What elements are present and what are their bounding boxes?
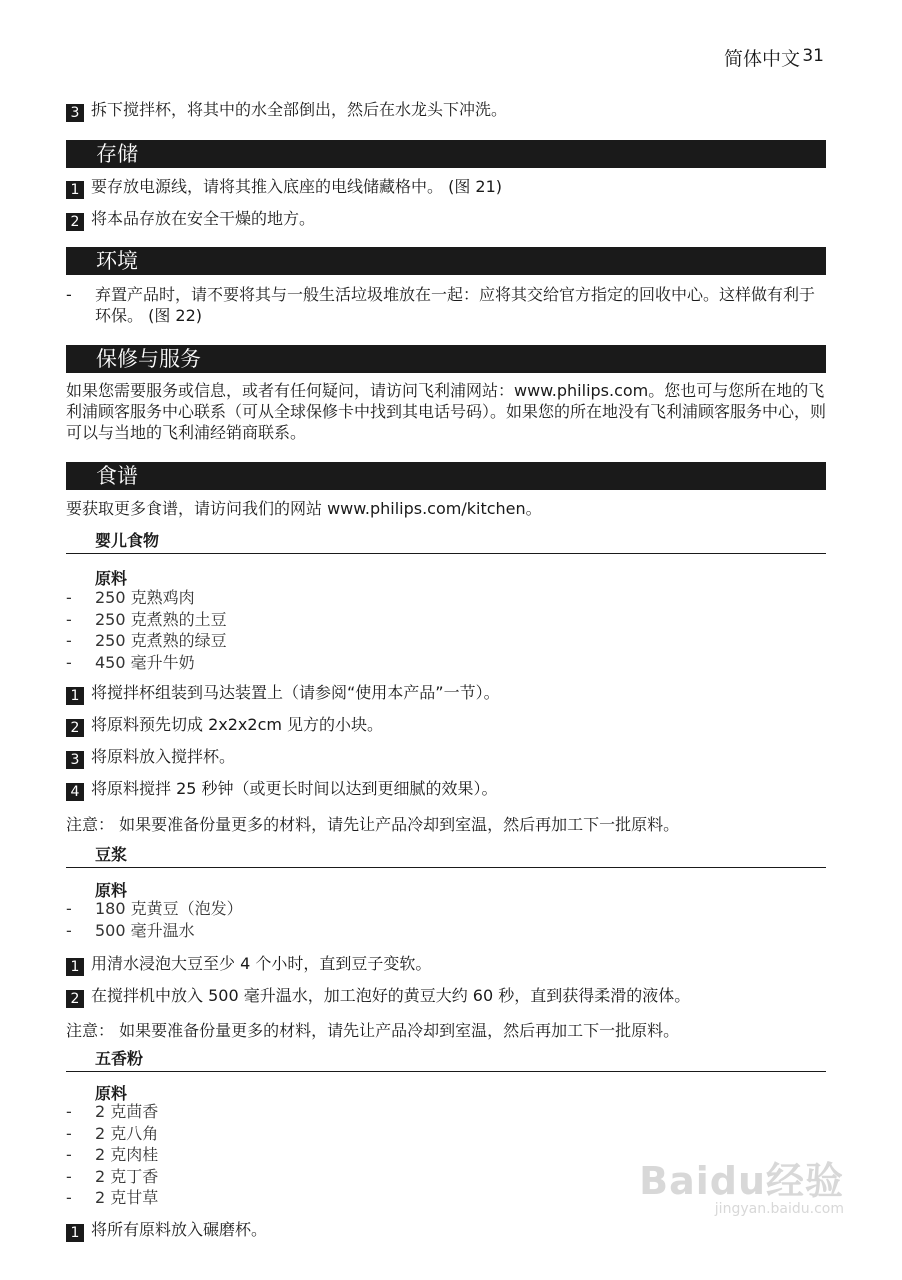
step-text: 在搅拌机中放入 500 毫升温水，加工泡好的黄豆大约 60 秒，直到获得柔滑的液体。 <box>91 986 691 1005</box>
step-text: 拆下搅拌杯，将其中的水全部倒出，然后在水龙头下冲洗。 <box>91 100 508 119</box>
baby-step-4 <box>66 778 498 801</box>
soy-step-2 <box>66 985 690 1008</box>
soy-note: 注意： 如果要准备份量更多的材料，请先让产品冷却到室温，然后再加工下一批原料。 <box>66 1021 680 1040</box>
soy-ingredients-title: 原料 <box>95 881 128 900</box>
step-number: 1 <box>66 958 84 976</box>
step-text: 用清水浸泡大豆至少 4 个小时，直到豆子变软。 <box>91 954 432 973</box>
step-number: 1 <box>66 181 84 199</box>
recipe-title-text: 豆浆 <box>95 845 128 864</box>
step-number: 3 <box>66 104 84 122</box>
step-text: 将原料预先切成 2x2x2cm 见方的小块。 <box>91 715 384 734</box>
bullet-dash: - <box>66 285 72 304</box>
baby-step-2 <box>66 714 383 737</box>
step-text: 要存放电源线，请将其推入底座的电线储藏格中。 (图 21) <box>91 177 503 196</box>
step-text: 将原料放入搅拌杯。 <box>91 747 236 766</box>
step-text: 将所有原料放入碾磨杯。 <box>91 1220 268 1239</box>
soy-ingredient-list: - 180 克黄豆（泡发） - 500 毫升温水 <box>66 899 243 940</box>
baby-ingredient-list: - 250 克熟鸡肉 - 250 克煮熟的土豆 - 250 克煮熟的绿豆 - 450 毫升牛奶 <box>66 588 227 672</box>
step-rinse <box>66 99 507 122</box>
section-storage-title: 存储 <box>66 140 826 168</box>
service-text: 如果您需要服务或信息，或者有任何疑问，请访问飞利浦网站：www.philips.com。您也可与您所在地的飞利浦顾客服务中心联系（可从全球保修卡中找到其电话号码）。如果您的所在地没有飞利浦顾客服务中心，则可以与当地的飞利浦经销商联系。 <box>66 381 827 442</box>
spice-ingredients-title: 原料 <box>95 1084 128 1103</box>
recipe-soy-title <box>66 845 826 868</box>
step-number: 1 <box>66 1224 84 1242</box>
step-number: 4 <box>66 783 84 801</box>
watermark-url: jingyan.baidu.com <box>714 1201 844 1217</box>
step-number: 2 <box>66 213 84 231</box>
bullet-text: 弃置产品时，请不要将其与一般生活垃圾堆放在一起：应将其交给官方指定的回收中心。这样做有利于环保。 (图 22) <box>95 285 816 325</box>
step-number: 3 <box>66 751 84 769</box>
section-recipes-title: 食谱 <box>66 462 826 490</box>
step-text: 将本品存放在安全干燥的地方。 <box>91 209 316 228</box>
section-service-title: 保修与服务 <box>66 345 826 373</box>
header-language: 简体中文 <box>723 48 800 70</box>
baby-step-3 <box>66 746 235 769</box>
watermark-brand: Baidu经验 <box>639 1159 844 1203</box>
recipe-baby-title <box>66 531 826 554</box>
spice-ingredient-list: - 2 克茴香 - 2 克八角 - 2 克肉桂 - 2 克丁香 - 2 克甘草 <box>66 1102 159 1207</box>
baidu-watermark <box>639 1150 844 1217</box>
baby-ingredients-title: 原料 <box>95 569 128 588</box>
recipes-intro: 要获取更多食谱，请访问我们的网站 www.philips.com/kitchen。 <box>66 499 542 518</box>
step-number: 1 <box>66 687 84 705</box>
step-number: 2 <box>66 990 84 1008</box>
spice-step-1 <box>66 1219 267 1242</box>
recipe-title-text: 五香粉 <box>95 1049 144 1068</box>
baby-note: 注意： 如果要准备份量更多的材料，请先让产品冷却到室温，然后再加工下一批原料。 <box>66 815 680 834</box>
storage-step-2 <box>66 208 315 231</box>
step-number: 2 <box>66 719 84 737</box>
recipe-spice-title <box>66 1049 826 1072</box>
storage-step-1 <box>66 176 502 199</box>
recipe-title-text: 婴儿食物 <box>95 531 160 550</box>
soy-step-1 <box>66 953 431 976</box>
step-text: 将搅拌杯组装到马达装置上（请参阅“使用本产品”一节）。 <box>91 683 500 702</box>
section-environment-title: 环境 <box>66 247 826 275</box>
step-text: 将原料搅拌 25 秒钟（或更长时间以达到更细腻的效果）。 <box>91 779 498 798</box>
page-number: 31 <box>802 46 824 66</box>
baby-step-1 <box>66 682 500 705</box>
